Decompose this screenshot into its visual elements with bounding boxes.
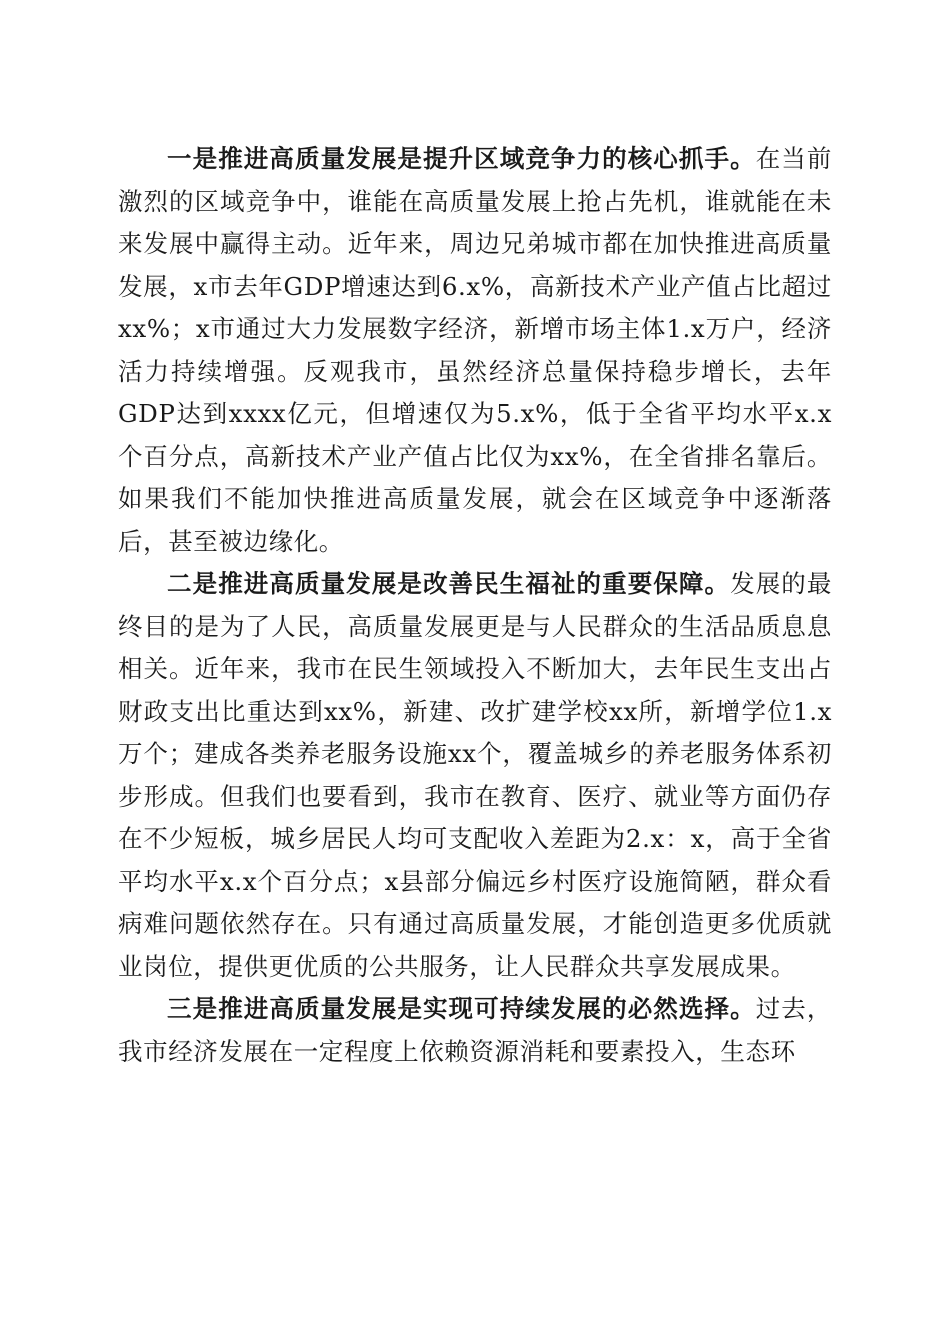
paragraph-1-heading: 一是推进高质量发展是提升区域竞争力的核心抓手。 [167,144,756,173]
paragraph-2-heading: 二是推进高质量发展是改善民生福祉的重要保障。 [167,569,731,598]
paragraph-2 [118,563,832,988]
paragraph-3-heading: 三是推进高质量发展是实现可持续发展的必然选择。 [167,994,756,1023]
paragraph-2-body: 发展的最终目的是为了人民，高质量发展更是与人民群众的生活品质息息相关。近年来，我市在民生领域投入不断加大，去年民生支出占财政支出比重达到xx%，新建、改扩建学校xx所，新增学位1.x万个；建成各类养老服务设施xx个，覆盖城乡的养老服务体系初步形成。但我们也要看到，我市在教育、医疗、就业等方面仍存在不少短板，城乡居民人均可支配收入差距为2.x：x，高于全省平均水平x.x个百分点；x县部分偏远乡村医疗设施简陋，群众看病难问题依然存在。只有通过高质量发展，才能创造更多优质就业岗位，提供更优质的公共服务，让人民群众共享发展成果。 [118,569,832,981]
document-page [118,138,832,1073]
paragraph-1-body: 在当前激烈的区域竞争中，谁能在高质量发展上抢占先机，谁就能在未来发展中赢得主动。近年来，周边兄弟城市都在加快推进高质量发展，x市去年GDP增速达到6.x%，高新技术产业产值占比超过xx%；x市通过大力发展数字经济，新增市场主体1.x万户，经济活力持续增强。反观我市，虽然经济总量保持稳步增长，去年GDP达到xxxx亿元，但增速仅为5.x%，低于全省平均水平x.x个百分点，高新技术产业产值占比仅为xx%，在全省排名靠后。如果我们不能加快推进高质量发展，就会在区域竞争中逐渐落后，甚至被边缘化。 [118,144,832,556]
paragraph-1 [118,138,832,563]
paragraph-3 [118,988,832,1073]
paragraph-3-body: 过去，我市经济发展在一定程度上依赖资源消耗和要素投入，生态环 [118,994,832,1066]
